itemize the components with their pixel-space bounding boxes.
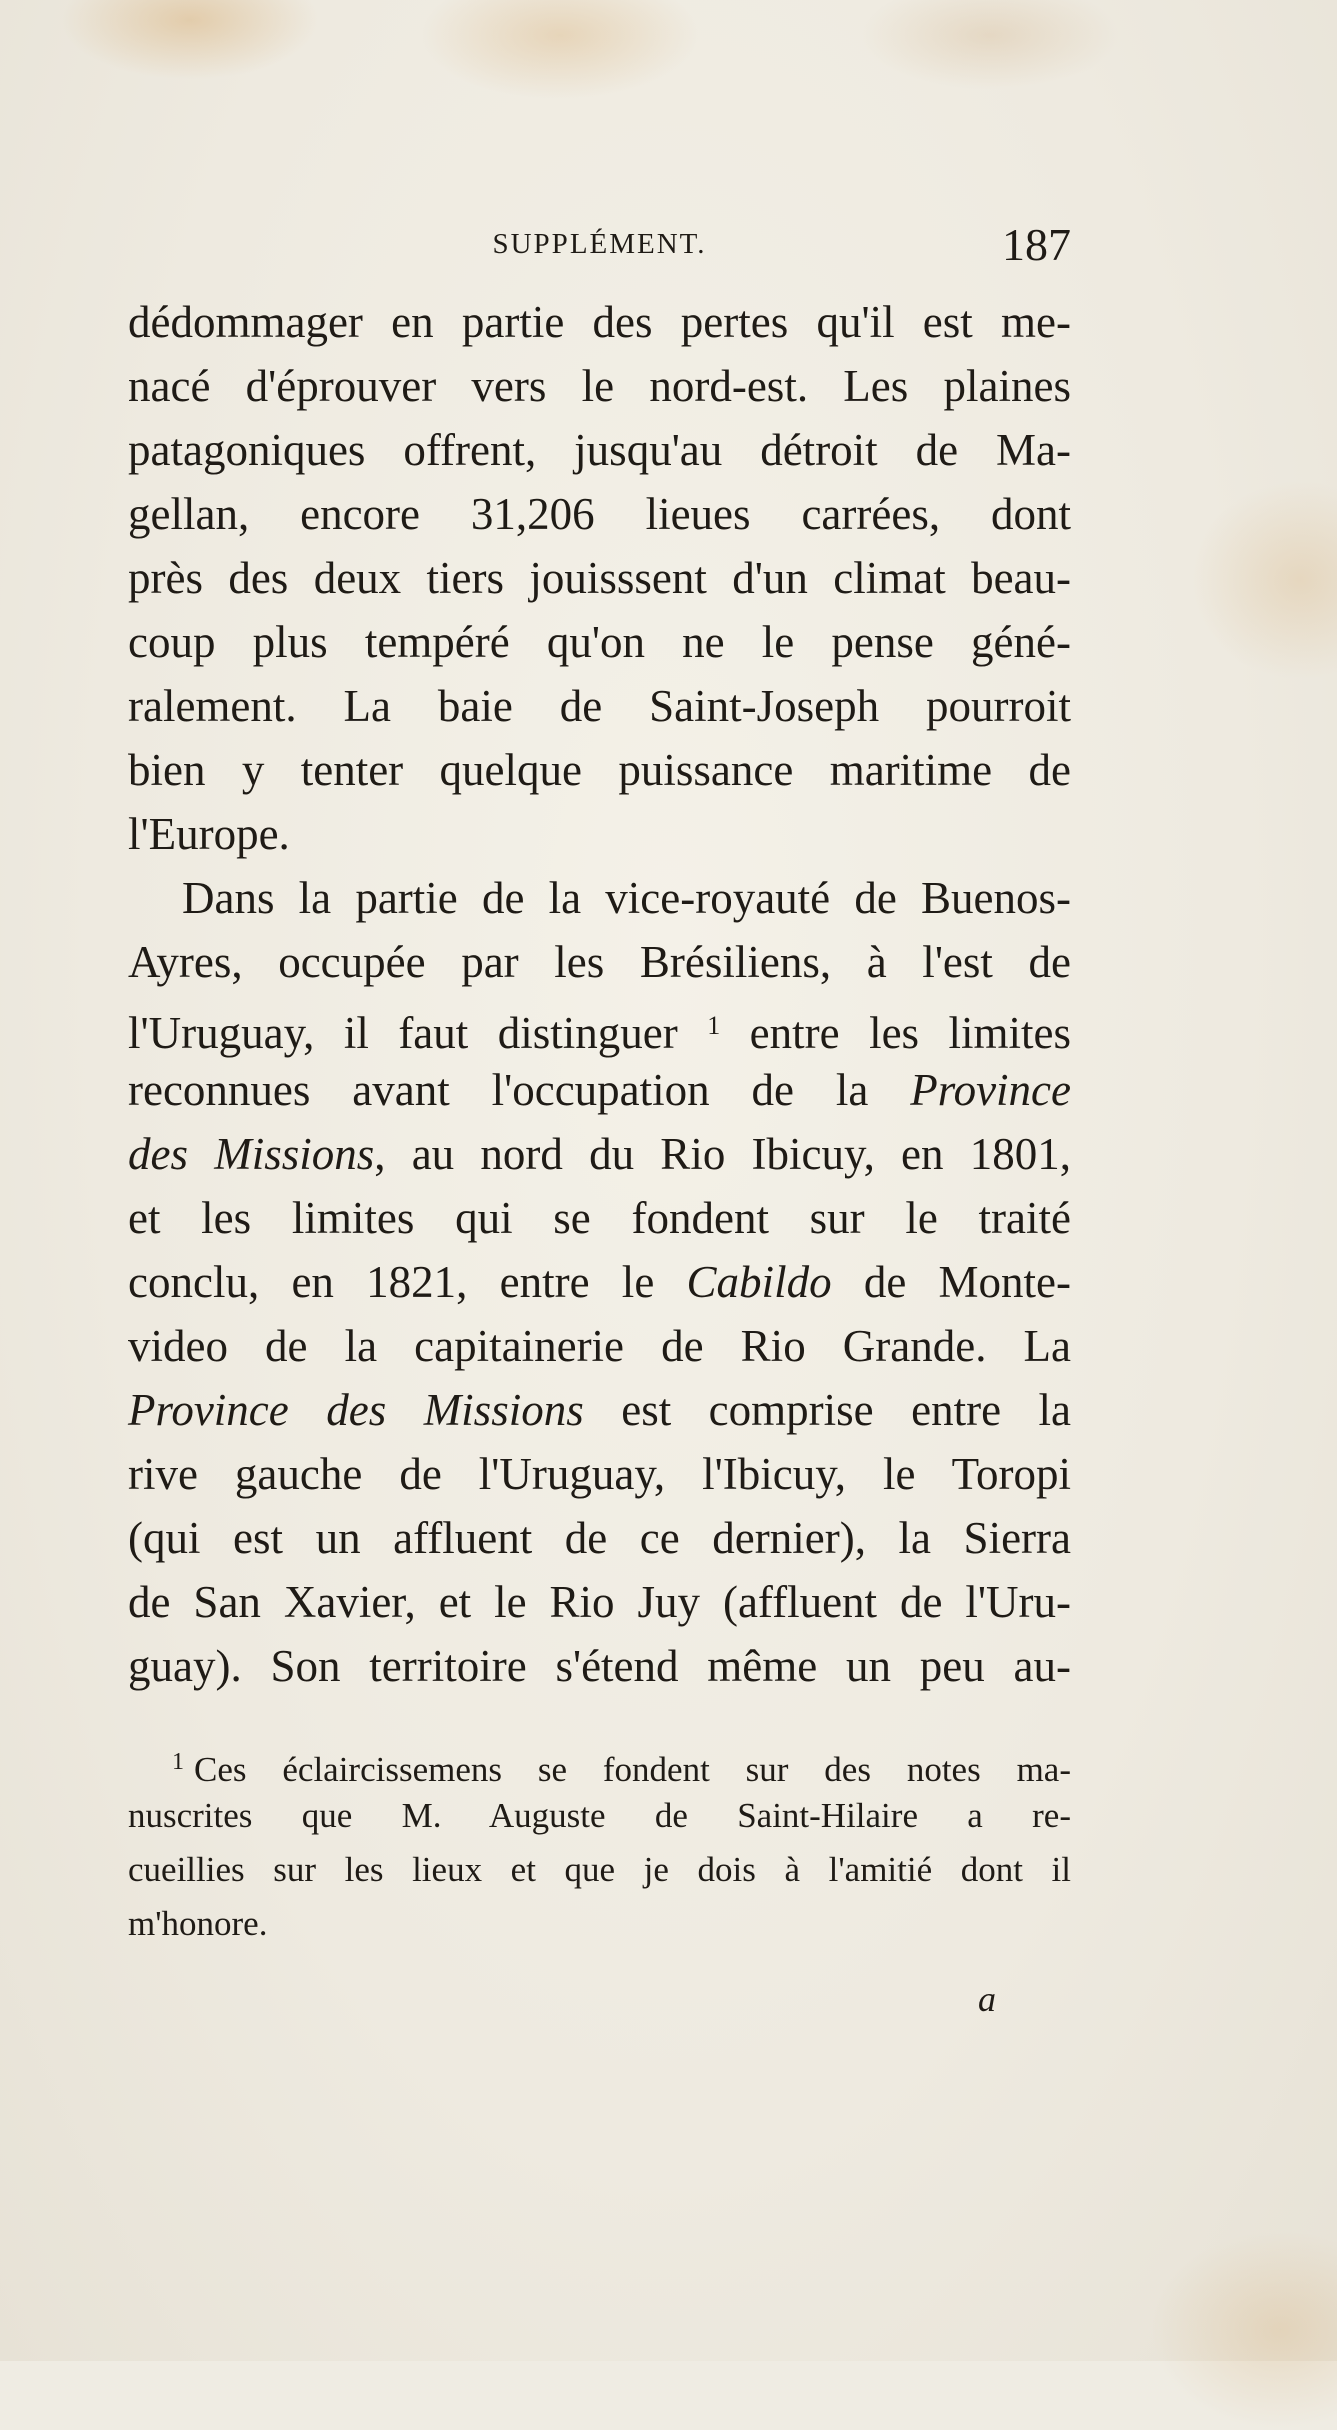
body-text: [128, 290, 1071, 1698]
foxing-stain: [1150, 2230, 1337, 2430]
text-line: (qui est un affluent de ce dernier), la Sierra: [128, 1513, 1071, 1563]
footnote-line: [128, 1735, 1071, 1789]
text-line: dédommager en partie des pertes qu'il est me-: [128, 297, 1071, 347]
running-head: SUPPLÉMENT.: [492, 228, 707, 260]
text-line: [128, 1122, 1071, 1186]
text-line: l'Europe.: [128, 809, 290, 859]
text-segment: l'Uruguay, il faut distinguer: [128, 1008, 678, 1058]
text-segment: conclu, en 1821, entre le: [128, 1257, 655, 1307]
text-line: gellan, encore 31,206 lieues carrées, dont: [128, 489, 1071, 539]
text-line: nacé d'éprouver vers le nord-est. Les plaines: [128, 361, 1071, 411]
footnote-line: cueillies sur les lieux et que je dois à l'amitié dont il: [128, 1850, 1071, 1889]
text-segment: Ces éclaircissemens se fondent sur des notes ma-: [194, 1750, 1071, 1789]
text-segment: est comprise entre la: [621, 1385, 1072, 1435]
text-line: Ayres, occupée par les Brésiliens, à l'est de: [128, 937, 1071, 987]
text-line: [128, 1378, 1071, 1442]
footnote: [128, 1735, 1071, 1951]
text-line: [128, 1058, 1071, 1122]
foxing-stain: [60, 0, 320, 80]
text-line: près des deux tiers jouisssent d'un climat beau-: [128, 553, 1071, 603]
text-line: guay). Son territoire s'étend même un peu au-: [128, 1641, 1071, 1691]
italic-term: des Missions: [128, 1129, 375, 1179]
text-line: rive gauche de l'Uruguay, l'Ibicuy, le Toropi: [128, 1449, 1071, 1499]
text-segment: de Monte-: [863, 1257, 1072, 1307]
foxing-stain: [860, 0, 1120, 90]
text-segment: , au nord du Rio Ibicuy, en 1801,: [374, 1129, 1071, 1179]
text-line: et les limites qui se fondent sur le traité: [128, 1193, 1071, 1243]
page-header: [128, 219, 1071, 284]
text-line: [128, 1250, 1071, 1314]
text-line: bien y tenter quelque puissance maritime de: [128, 745, 1071, 795]
text-line: video de la capitainerie de Rio Grande. La: [128, 1321, 1071, 1371]
italic-term: Province des Missions: [128, 1385, 584, 1435]
text-line: de San Xavier, et le Rio Juy (affluent de l'Uru-: [128, 1577, 1071, 1627]
text-segment: reconnues avant l'occupation de la: [128, 1065, 869, 1115]
text-line: coup plus tempéré qu'on ne le pense géné-: [128, 617, 1071, 667]
page-number: 187: [1002, 219, 1071, 270]
footnote-line: nuscrites que M. Auguste de Saint-Hilaire a re-: [128, 1796, 1071, 1835]
signature-mark: a: [978, 1979, 996, 2019]
foxing-stain: [1190, 480, 1337, 680]
footnote-reference: 1: [707, 1011, 721, 1040]
text-line: Dans la partie de la vice-royauté de Buenos-: [182, 873, 1071, 923]
text-line: patagoniques offrent, jusqu'au détroit de Ma-: [128, 425, 1071, 475]
foxing-stain: [420, 0, 700, 100]
italic-term: Cabildo: [686, 1257, 832, 1307]
text-line: ralement. La baie de Saint-Joseph pourroit: [128, 681, 1071, 731]
footnote-line: m'honore.: [128, 1904, 268, 1943]
text-line: [128, 994, 1071, 1058]
footnote-marker: 1: [172, 1749, 184, 1775]
text-segment: entre les limites: [749, 1008, 1072, 1058]
italic-term: Province: [910, 1065, 1071, 1115]
